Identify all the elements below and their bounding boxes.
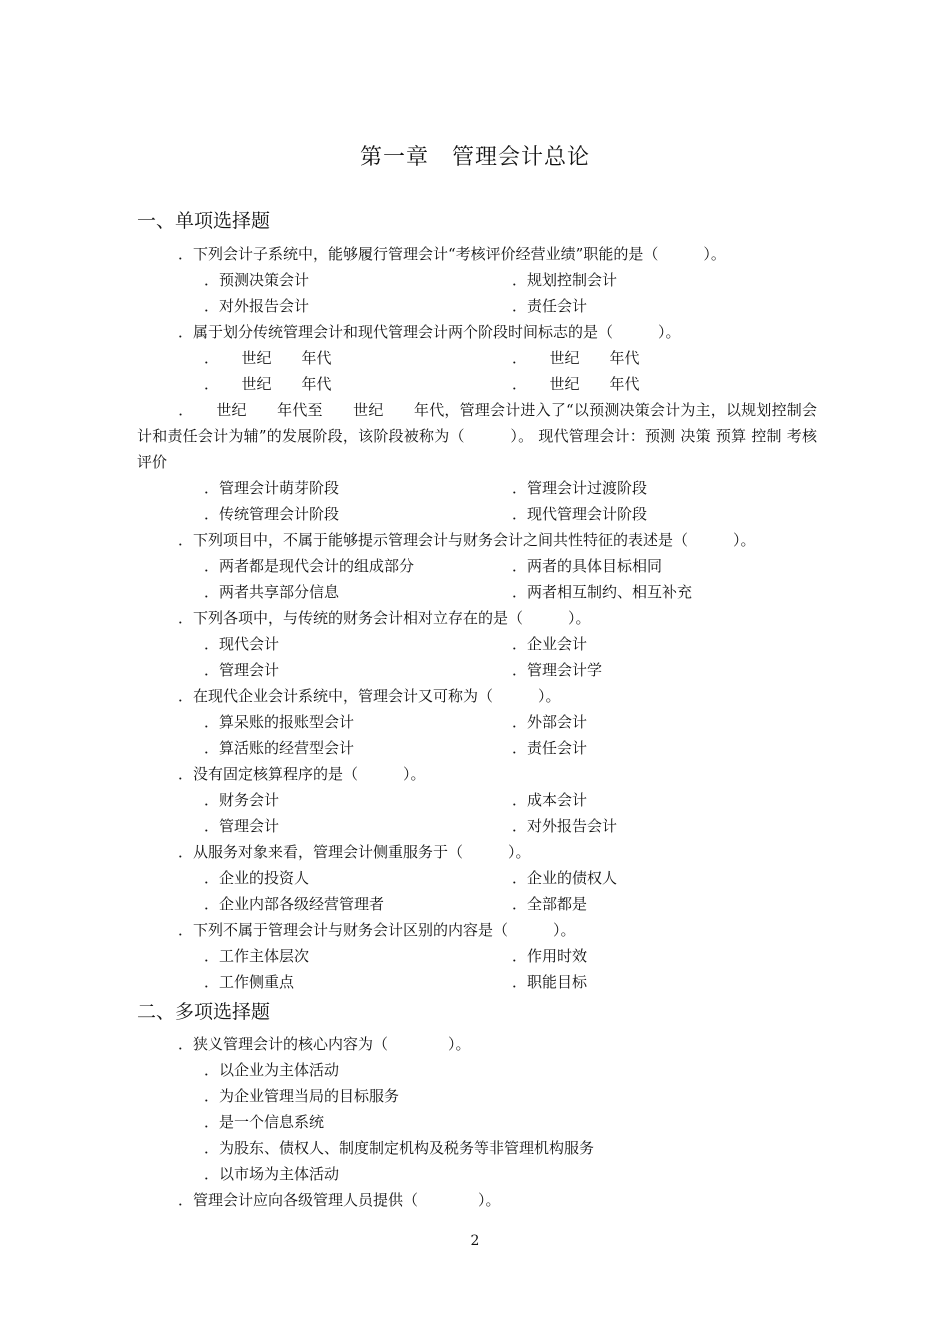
question-5-stem: ．下列各项中，与传统的财务会计相对立存在的是（ ）。 xyxy=(178,609,591,627)
question-4-stem: ．下列项目中，不属于能够提示管理会计与财务会计之间共性特征的表述是（ ）。 xyxy=(178,531,756,549)
question-8-option-c: ．企业内部各级经营管理者 xyxy=(204,895,385,913)
question-6-stem: ．在现代企业会计系统中，管理会计又可称为（ ）。 xyxy=(178,687,561,705)
question-1-option-a: ．预测决策会计 xyxy=(204,271,310,289)
question-9-option-b: ．作用时效 xyxy=(512,947,588,965)
page-number: 2 xyxy=(470,1233,480,1249)
question-3-option-c: ．传统管理会计阶段 xyxy=(204,505,340,523)
question-3-option-b: ．管理会计过渡阶段 xyxy=(512,479,648,497)
multi-question-1-stem: ．狭义管理会计的核心内容为（ ）。 xyxy=(178,1035,471,1053)
question-1-option-c: ．对外报告会计 xyxy=(204,297,310,315)
question-9-option-a: ．工作主体层次 xyxy=(204,947,310,965)
question-8-option-a: ．企业的投资人 xyxy=(204,869,310,887)
question-5-option-b: ．企业会计 xyxy=(512,635,588,653)
question-8-option-d: ．全部都是 xyxy=(512,895,588,913)
multi-question-1-option-e: ．以市场为主体活动 xyxy=(204,1165,340,1183)
question-7-stem: ．没有固定核算程序的是（ ）。 xyxy=(178,765,426,783)
question-9-option-d: ．职能目标 xyxy=(512,973,588,991)
question-7-option-b: ．成本会计 xyxy=(512,791,588,809)
question-5-option-a: ．现代会计 xyxy=(204,635,280,653)
question-3-stem-text: ． 世纪 年代至 世纪 年代，管理会计进入了“以预测决策会计为主，以规划控制会计和责任会计为辅”的发展阶段，该阶段被称为（ ）。 现代管理会计：预测 决策 预算 控制 考核评价 xyxy=(137,401,817,471)
question-3-stem xyxy=(137,397,817,475)
question-8-option-b: ．企业的债权人 xyxy=(512,869,618,887)
chapter-title: 第一章 管理会计总论 xyxy=(359,145,590,170)
question-2-stem: ．属于划分传统管理会计和现代管理会计两个阶段时间标志的是（ ）。 xyxy=(178,323,681,341)
multi-question-1-option-b: ．为企业管理当局的目标服务 xyxy=(204,1087,400,1105)
section-title-multiple-choice: 二、多项选择题 xyxy=(137,1001,271,1023)
question-1-option-b: ．规划控制会计 xyxy=(512,271,618,289)
question-4-option-a: ．两者都是现代会计的组成部分 xyxy=(204,557,415,575)
question-2-option-a: ． 世纪 年代 xyxy=(204,349,332,367)
question-7-option-a: ．财务会计 xyxy=(204,791,280,809)
multi-question-2-stem: ．管理会计应向各级管理人员提供（ ）。 xyxy=(178,1191,501,1209)
question-8-stem: ．从服务对象来看，管理会计侧重服务于（ ）。 xyxy=(178,843,531,861)
question-7-option-d: ．对外报告会计 xyxy=(512,817,618,835)
question-1-stem: ．下列会计子系统中，能够履行管理会计“考核评价经营业绩”职能的是（ ）。 xyxy=(178,245,726,263)
question-2-option-d: ． 世纪 年代 xyxy=(512,375,640,393)
question-9-option-c: ．工作侧重点 xyxy=(204,973,295,991)
question-6-option-b: ．外部会计 xyxy=(512,713,588,731)
question-6-option-c: ．算活账的经营型会计 xyxy=(204,739,355,757)
section-title-single-choice: 一、单项选择题 xyxy=(137,210,271,232)
question-3-option-d: ．现代管理会计阶段 xyxy=(512,505,648,523)
question-6-option-d: ．责任会计 xyxy=(512,739,588,757)
multi-question-1-option-d: ．为股东、债权人、制度制定机构及税务等非管理机构服务 xyxy=(204,1139,595,1157)
question-3-option-a: ．管理会计萌芽阶段 xyxy=(204,479,340,497)
question-4-option-d: ．两者相互制约、相互补充 xyxy=(512,583,693,601)
question-7-option-c: ．管理会计 xyxy=(204,817,280,835)
question-1-option-d: ．责任会计 xyxy=(512,297,588,315)
multi-question-1-option-c: ．是一个信息系统 xyxy=(204,1113,325,1131)
question-5-option-c: ．管理会计 xyxy=(204,661,280,679)
question-4-option-b: ．两者的具体目标相同 xyxy=(512,557,663,575)
question-2-option-b: ． 世纪 年代 xyxy=(512,349,640,367)
question-9-stem: ．下列不属于管理会计与财务会计区别的内容是（ ）。 xyxy=(178,921,576,939)
question-6-option-a: ．算呆账的报账型会计 xyxy=(204,713,355,731)
question-2-option-c: ． 世纪 年代 xyxy=(204,375,332,393)
question-4-option-c: ．两者共享部分信息 xyxy=(204,583,340,601)
multi-question-1-option-a: ．以企业为主体活动 xyxy=(204,1061,340,1079)
question-5-option-d: ．管理会计学 xyxy=(512,661,603,679)
